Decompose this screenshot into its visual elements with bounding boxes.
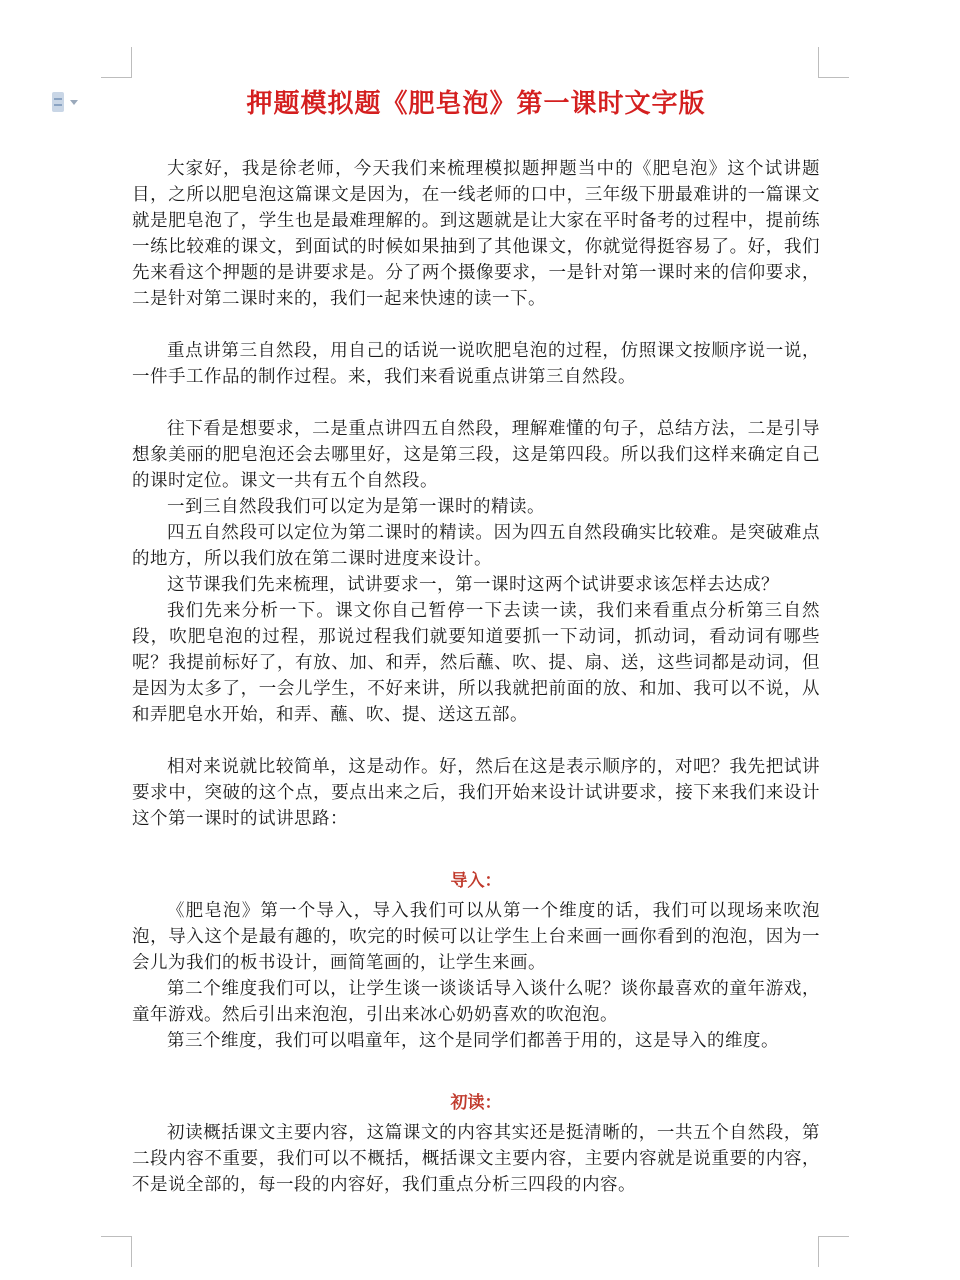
document-text [132, 156, 820, 1198]
document-body [132, 80, 820, 1198]
document-title: 押题模拟题《肥皂泡》第一课时文字版 [246, 89, 706, 119]
paragraph: 大家好，我是徐老师，今天我们来梳理模拟题押题当中的《肥皂泡》这个试讲题目，之所以肥皂泡这篇课文是因为，在一线老师的口中，三年级下册最难讲的一篇课文就是肥皂泡了，学生也是最难理解的。到这题就是让大家在平时备考的过程中，提前练一练比较难的课文，到面试的时候如果抽到了其他课文，你就觉得挺容易了。好，我们先来看这个押题的是讲要求是。分了两个摄像要求，一是针对第一课时来的信仰要求，二是针对第二课时来的，我们一起来快速的读一下。 [132, 159, 820, 309]
paragraph-spacer [132, 1054, 820, 1080]
section-heading: 初读： [450, 1093, 502, 1113]
paragraph: 第三个维度，我们可以唱童年，这个是同学们都善于用的，这是导入的维度。 [167, 1031, 779, 1051]
document-outline-icon [52, 92, 64, 112]
chevron-down-icon [70, 100, 78, 105]
document-outline-toggle[interactable] [52, 92, 78, 112]
section-heading: 导入： [450, 871, 502, 891]
paragraph: 往下看是想要求，二是重点讲四五自然段，理解难懂的句子，总结方法，二是引导想象美丽的肥皂泡还会去哪里好，这是第三段，这是第四段。所以我们这样来确定自己的课时定位。课文一共有五个自然段。 [132, 419, 820, 491]
paragraph: 第二个维度我们可以，让学生谈一谈谈话导入谈什么呢？谈你最喜欢的童年游戏，童年游戏。然后引出来泡泡，引出来冰心奶奶喜欢的吹泡泡。 [132, 979, 820, 1025]
paragraph: 《肥皂泡》第一个导入，导入我们可以从第一个维度的话，我们可以现场来吹泡泡，导入这个是最有趣的，吹完的时候可以让学生上台来画一画你看到的泡泡，因为一会儿为我们的板书设计，画简笔画的，让学生来画。 [132, 901, 820, 973]
paragraph-spacer [132, 312, 820, 338]
paragraph: 重点讲第三自然段，用自己的话说一说吹肥皂泡的过程，仿照课文按顺序说一说，一件手工作品的制作过程。来，我们来看说重点讲第三自然段。 [132, 341, 820, 387]
paragraph: 相对来说就比较简单，这是动作。好，然后在这是表示顺序的，对吧？我先把试讲要求中，突破的这个点，要点出来之后，我们开始来设计试讲要求，接下来我们来设计这个第一课时的试讲思路： [132, 757, 820, 829]
crop-mark-top-left [101, 47, 132, 78]
paragraph-spacer [132, 832, 820, 858]
paragraph: 我们先来分析一下。课文你自己暂停一下去读一读，我们来看重点分析第三自然段，吹肥皂泡的过程，那说过程我们就要知道要抓一下动词，抓动词，看动词有哪些呢？我提前标好了，有放、加、和弄，然后蘸、吹、提、扇、送，这些词都是动词，但是因为太多了，一会儿学生，不好来讲，所以我就把前面的放、和加、我可以不说，从和弄肥皂水开始，和弄、蘸、吹、提、送这五部。 [132, 601, 820, 725]
paragraph: 初读概括课文主要内容，这篇课文的内容其实还是挺清晰的，一共五个自然段，第二段内容不重要，我们可以不概括，概括课文主要内容，主要内容就是说重要的内容，不是说全部的，每一段的内容好，我们重点分析三四段的内容。 [132, 1123, 820, 1195]
paragraph: 一到三自然段我们可以定为是第一课时的精读。 [167, 497, 545, 517]
paragraph: 四五自然段可以定位为第二课时的精读。因为四五自然段确实比较难。是突破难点的地方，所以我们放在第二课时进度来设计。 [132, 523, 820, 569]
paragraph: 这节课我们先来梳理，试讲要求一，第一课时这两个试讲要求该怎样去达成？ [167, 575, 779, 595]
paragraph-spacer [132, 390, 820, 416]
crop-mark-top-right [818, 47, 849, 78]
crop-mark-bottom-left [101, 1236, 132, 1267]
crop-mark-bottom-right [818, 1236, 849, 1267]
paragraph-spacer [132, 728, 820, 754]
